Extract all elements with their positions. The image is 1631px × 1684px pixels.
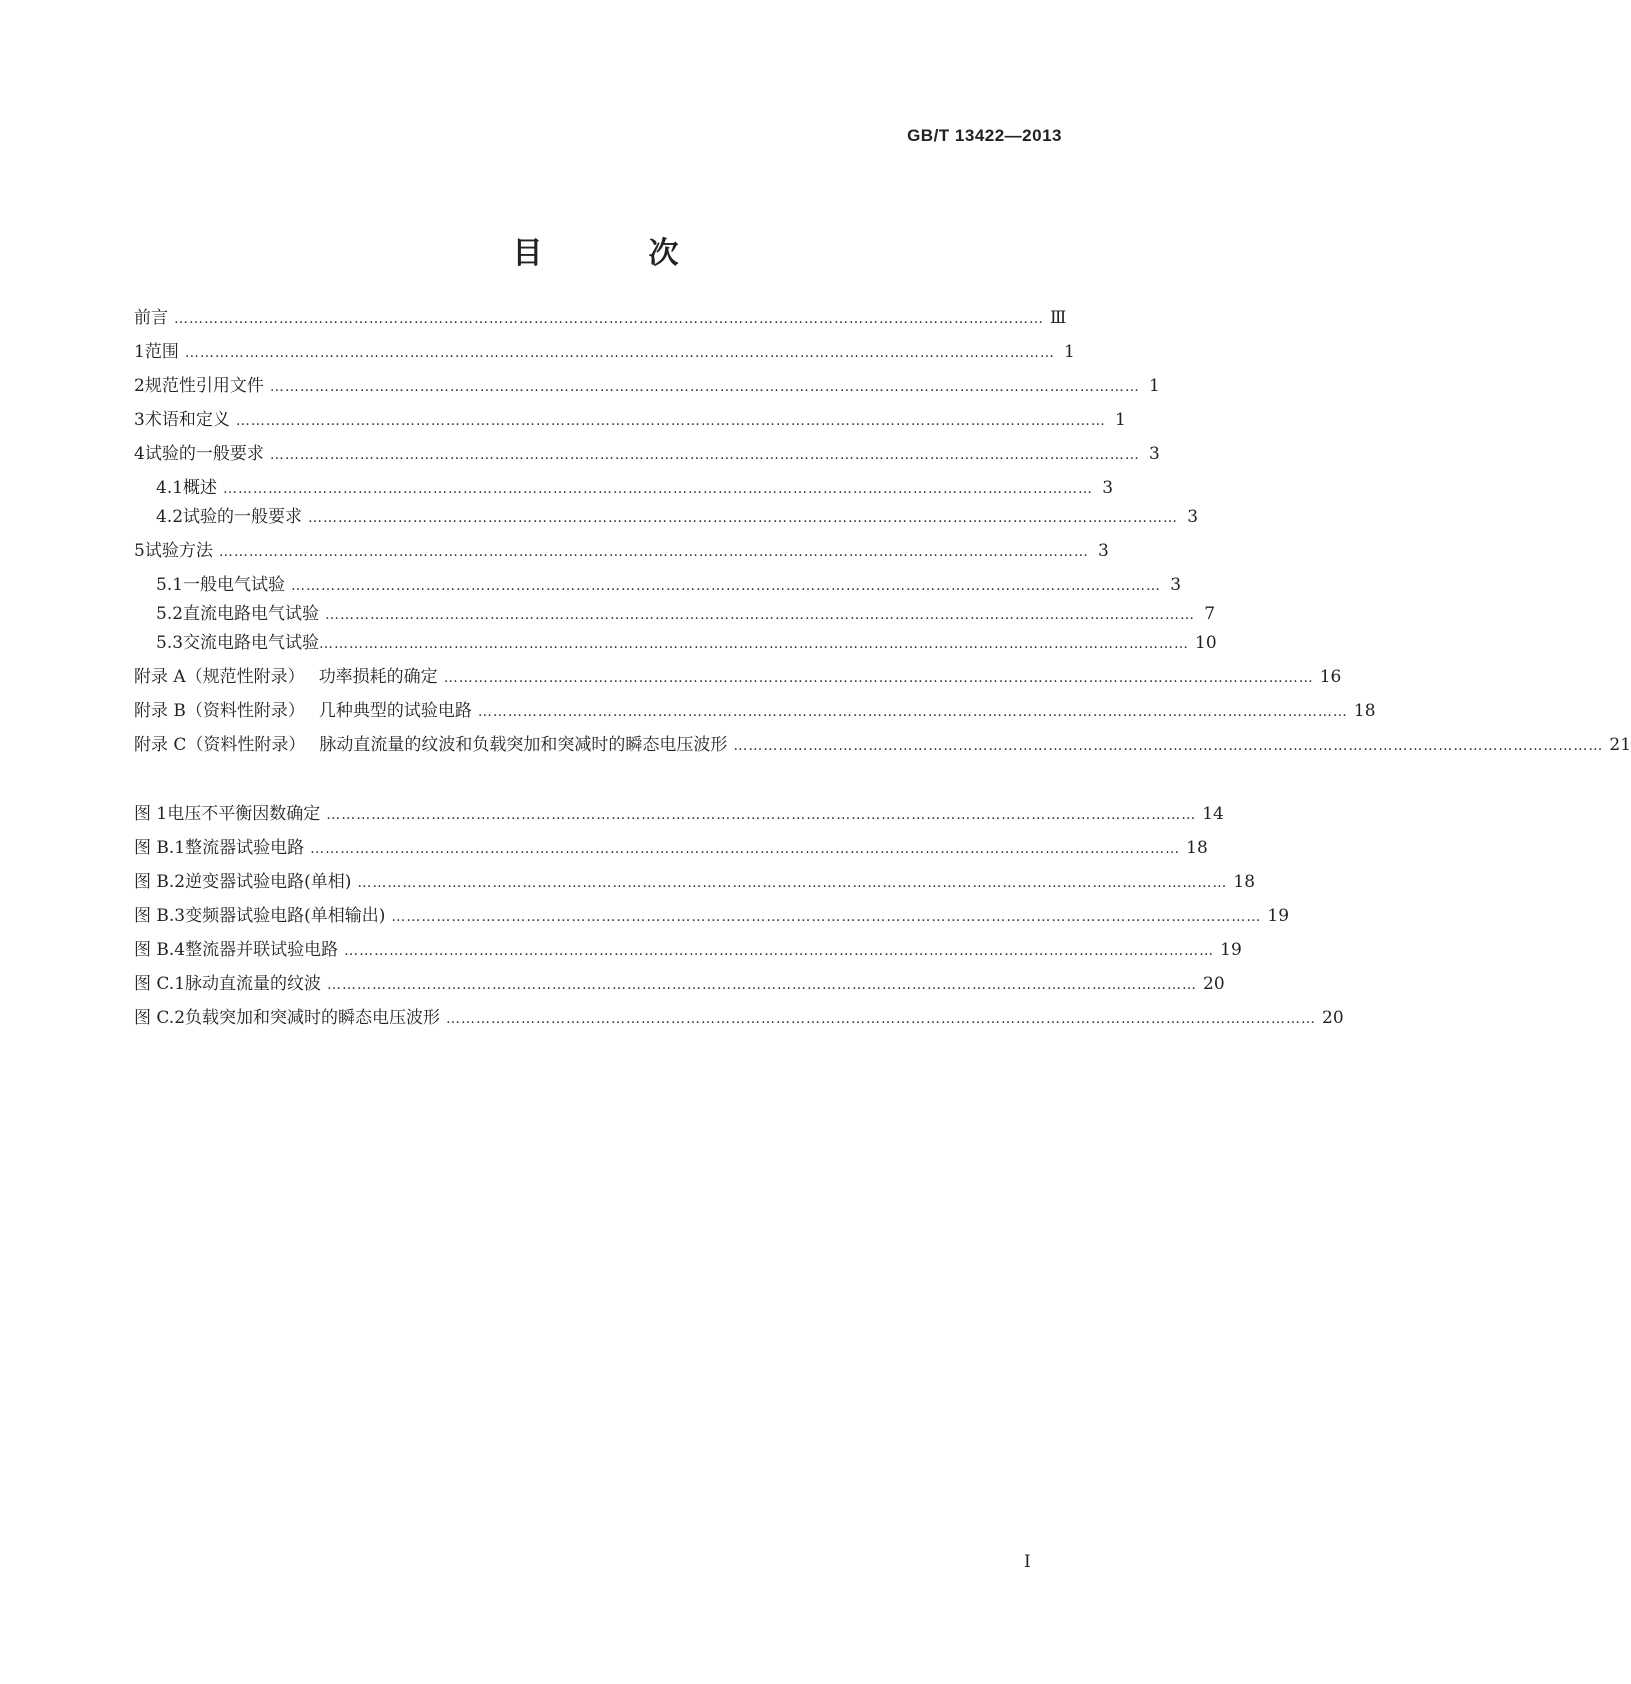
leader-dots: ………………………………………………………………………………………………………………………………………………………… [308,510,1179,526]
figure-entry-b1[interactable] [134,835,1208,861]
toc-entry-appendix-c[interactable] [134,732,1631,758]
figure-entry-1[interactable] [134,801,1224,827]
leader-dots: ………………………………………………………………………………………………………………………………………………………… [327,977,1198,993]
figure-entry-page: 19 [1220,940,1242,960]
leader-dots: ………………………………………………………………………………………………………………………………………………………… [325,607,1196,623]
toc-entry-page: 10 [1195,633,1217,653]
toc-entry-3[interactable] [134,407,1126,433]
toc-entry-foreword[interactable] [134,305,1067,331]
figure-entry-number: 图 B.3 [134,906,186,926]
leader-dots: ………………………………………………………………………………………………………………………………………………………… [391,909,1262,925]
toc-entry-page: 1 [1064,342,1075,362]
page-title: 目 次 [512,236,717,271]
figure-entry-label: 逆变器试验电路(单相) [185,872,352,892]
toc-entry-label: 范围 [144,342,179,362]
toc-entry-page: 18 [1353,701,1376,721]
leader-dots: ………………………………………………………………………………………………………………………………………………………… [218,544,1089,560]
leader-dots: ………………………………………………………………………………………………………………………………………………………… [291,578,1162,594]
figure-entry-b4[interactable] [134,937,1242,963]
figure-entry-c1[interactable] [134,971,1225,997]
toc-entry-appendix-a[interactable] [134,664,1342,690]
toc-entry-page: 3 [1098,541,1109,561]
toc-entry-number: 5.3 [156,633,184,653]
toc-entry-page: 3 [1187,507,1199,527]
toc-entry-label: 试验方法 [144,541,213,561]
toc-entry-label: 功率损耗的确定 [318,667,438,687]
page-number: I [1024,1552,1031,1572]
figure-entry-page: 20 [1322,1008,1344,1028]
figure-entry-label: 负载突加和突减时的瞬态电压波形 [185,1008,441,1028]
figure-entry-page: 20 [1203,974,1225,994]
toc-entry-number: 4 [134,444,145,464]
toc-entry-label: 前言 [134,308,168,328]
toc-entry-page: 1 [1149,376,1160,396]
figure-entry-number: 图 B.1 [134,838,186,858]
figure-entry-page: 14 [1202,804,1224,824]
toc-entry-number: 5.1 [156,575,184,595]
figure-entry-page: 18 [1186,838,1208,858]
figure-entry-number: 图 C.2 [134,1008,186,1028]
toc-entry-label: 术语和定义 [144,410,230,430]
toc-entry-page: Ⅲ [1050,308,1067,328]
toc-entry-number: 5 [134,541,145,561]
toc-entry-label: 几种典型的试验电路 [318,701,472,721]
figure-entry-number: 图 B.2 [134,872,186,892]
toc-entry-page: 1 [1115,410,1126,430]
figure-entry-number: 图 B.4 [134,940,186,960]
figure-entry-label: 电压不平衡因数确定 [167,804,321,824]
toc-entry-4-2[interactable] [156,504,1199,530]
toc-entry-label: 试验的一般要求 [183,507,303,527]
toc-entry-number: 附录 B（资料性附录） [134,701,305,721]
leader-dots: ………………………………………………………………………………………………………………………………………………………… [269,447,1140,463]
figure-entry-number: 图 C.1 [134,974,186,994]
toc-entry-5-1[interactable] [156,572,1182,598]
toc-entry-number: 4.1 [156,478,184,498]
leader-dots: ………………………………………………………………………………………………………………………………………………………… [174,311,1044,327]
figure-entry-b2[interactable] [134,869,1256,895]
toc-entry-4-1[interactable] [156,475,1114,501]
toc-entry-label: 试验的一般要求 [144,444,264,464]
leader-dots: ………………………………………………………………………………………………………………………………………………………… [357,875,1228,891]
toc-entry-number: 5.2 [156,604,184,624]
toc-entry-page: 7 [1204,604,1216,624]
leader-dots: ………………………………………………………………………………………………………………………………………………………… [235,413,1106,429]
figure-entry-c2[interactable] [134,1005,1344,1031]
leader-dots: ………………………………………………………………………………………………………………………………………………………… [477,704,1348,720]
leader-dots: ………………………………………………………………………………………………………………………………………………………… [319,636,1190,652]
figure-entry-page: 19 [1267,906,1290,926]
toc-entry-5[interactable] [134,538,1109,564]
figure-entry-label: 整流器并联试验电路 [185,940,339,960]
toc-entry-5-2[interactable] [156,601,1216,627]
toc-entry-number: 3 [134,410,145,430]
leader-dots: ………………………………………………………………………………………………………………………………………………………… [446,1011,1317,1027]
toc-entry-number: 2 [134,376,145,396]
leader-dots: ………………………………………………………………………………………………………………………………………………………… [443,670,1314,686]
toc-entry-page: 16 [1319,667,1342,687]
toc-entry-label: 规范性引用文件 [144,376,264,396]
leader-dots: ………………………………………………………………………………………………………………………………………………………… [326,807,1197,823]
toc-entry-appendix-b[interactable] [134,698,1376,724]
leader-dots: ………………………………………………………………………………………………………………………………………………………… [223,481,1094,497]
toc-entry-number: 4.2 [156,507,184,527]
toc-entry-2[interactable] [134,373,1160,399]
standard-number: GB/T 13422—2013 [907,126,1062,145]
toc-entry-4[interactable] [134,441,1160,467]
leader-dots: ………………………………………………………………………………………………………………………………………………………… [269,379,1140,395]
figure-entry-label: 整流器试验电路 [185,838,305,858]
figure-entry-label: 脉动直流量的纹波 [185,974,322,994]
toc-entry-label: 直流电路电气试验 [183,604,320,624]
toc-entry-label: 一般电气试验 [183,575,286,595]
figure-entry-label: 变频器试验电路(单相输出) [185,906,386,926]
leader-dots: ………………………………………………………………………………………………………………………………………………………… [733,738,1604,754]
figure-entry-number: 图 1 [134,804,168,824]
toc-entry-5-3[interactable] [156,630,1217,656]
toc-entry-number: 1 [134,342,145,362]
toc-entry-label: 交流电路电气试验 [183,633,320,653]
figure-entry-page: 18 [1233,872,1256,892]
toc-entry-label: 概述 [183,478,218,498]
toc-entry-number: 附录 C（资料性附录） [134,735,306,755]
toc-entry-1[interactable] [134,339,1075,365]
toc-entry-number: 附录 A（规范性附录） [134,667,305,687]
toc-entry-page: 3 [1170,575,1182,595]
leader-dots: ………………………………………………………………………………………………………………………………………………………… [344,943,1215,959]
leader-dots: ………………………………………………………………………………………………………………………………………………………… [184,345,1055,361]
toc-entry-page: 21 [1609,735,1631,755]
toc-entry-page: 3 [1102,478,1114,498]
leader-dots: ………………………………………………………………………………………………………………………………………………………… [310,841,1181,857]
figure-entry-b3[interactable] [134,903,1290,929]
toc-entry-label: 脉动直流量的纹波和负载突加和突减时的瞬态电压波形 [319,735,728,755]
toc-entry-page: 3 [1149,444,1160,464]
